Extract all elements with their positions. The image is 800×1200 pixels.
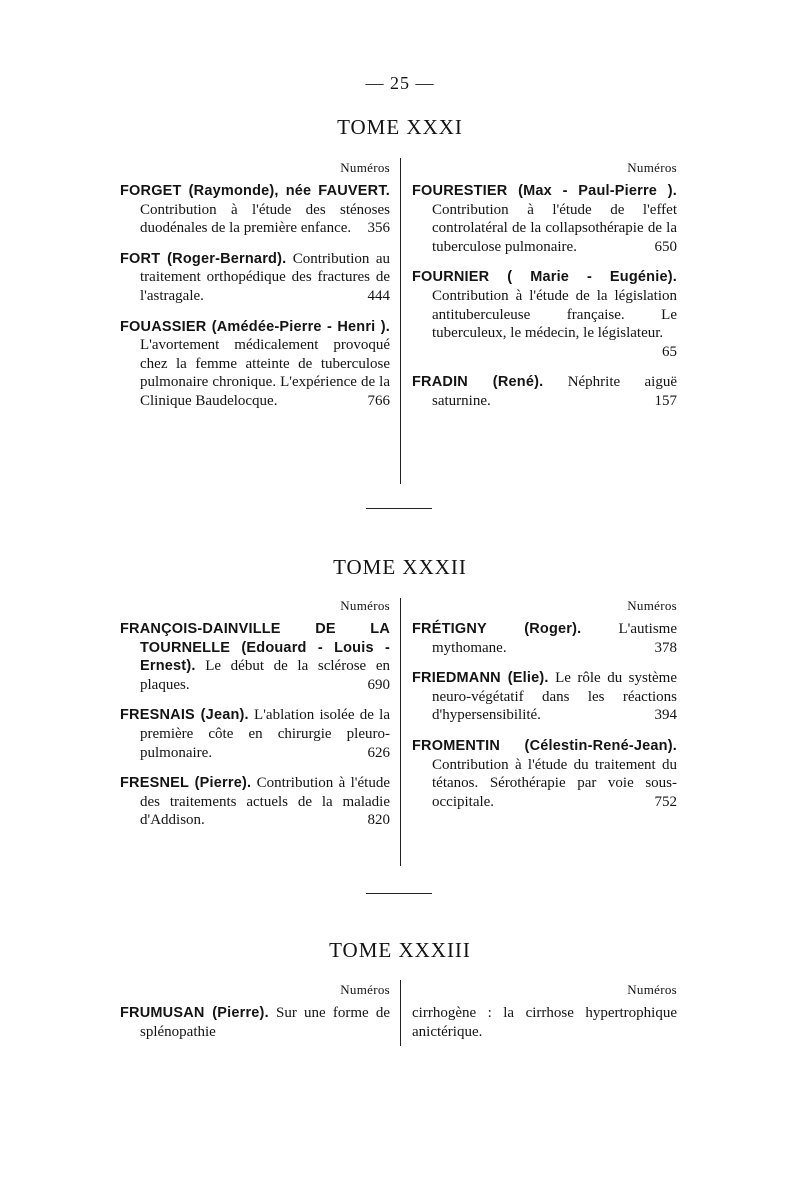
index-entry — [120, 620, 390, 694]
thesis-title: cirrhogène : la cirrhose hypertrophique anictérique. — [412, 1005, 677, 1040]
author-name: FOUASSIER (Amédée-Pierre - Henri ). — [120, 318, 390, 335]
left-column — [120, 982, 390, 1053]
numeros-header: Numéros — [627, 160, 677, 175]
index-entry — [120, 250, 390, 306]
thesis-title: Néphrite aiguë saturnine. — [432, 374, 677, 409]
numeros-header: Numéros — [627, 598, 677, 613]
thesis-title: Contribution à l'étude des traitements actuels de la maladie d'Addison. — [140, 775, 390, 829]
author-name: FOURESTIER (Max - Paul-Pierre ). — [412, 183, 677, 199]
tome-title: TOME XXXI — [337, 115, 463, 139]
index-entry — [120, 182, 390, 238]
thesis-title: Contribution à l'étude de l'effet controlatéral de la collapsothérapie de la tuberculose pulmonaire. — [432, 201, 677, 255]
left-column — [120, 160, 390, 423]
index-entry — [412, 737, 677, 811]
thesis-title: Contribution à l'étude des sténoses duodénales de la première enfance. — [140, 201, 390, 237]
author-name: FRESNAIS (Jean). — [120, 707, 249, 724]
thesis-number: 752 — [654, 793, 677, 810]
thesis-number: 690 — [367, 676, 390, 693]
numeros-header: Numéros — [340, 598, 390, 613]
author-name: FORT (Roger-Bernard). — [120, 250, 287, 267]
index-entry — [412, 620, 677, 657]
tome-title: TOME XXXII — [333, 555, 467, 579]
thesis-number: 444 — [367, 287, 390, 304]
thesis-title: Le rôle du système neuro-végétatif dans les réactions d'hypersensibilité. — [432, 670, 677, 724]
column-divider — [400, 980, 401, 1046]
index-entry — [412, 373, 677, 410]
right-column — [412, 598, 677, 823]
thesis-title: Contribution au traitement orthopédique des fractures de l'astragale. — [140, 250, 390, 304]
column-divider — [400, 158, 401, 484]
index-entry — [120, 774, 390, 830]
numeros-header: Numéros — [340, 160, 390, 175]
section-tome-32 — [0, 555, 800, 580]
tome-title: TOME XXXIII — [329, 938, 471, 962]
thesis-number: 157 — [654, 392, 677, 409]
thesis-number: 378 — [654, 639, 677, 656]
thesis-title: Sur une forme de splénopathie — [140, 1005, 390, 1040]
author-name: FRUMUSAN (Pierre). — [120, 1005, 269, 1021]
index-entry — [120, 318, 390, 411]
author-name: FROMENTIN (Célestin-René-Jean). — [412, 737, 677, 754]
index-entry — [412, 268, 677, 361]
thesis-title: L'ablation isolée de la première côte en chirurgie pleuro-pulmonaire. — [140, 707, 391, 761]
thesis-title: L'avortement médicalement provoqué chez la femme atteinte de tuberculose pulmonaire chronique. L'expérience de la Clinique Baudelocque. — [140, 337, 390, 409]
author-name: FRESNEL (Pierre). — [120, 775, 252, 792]
author-name: FRADIN (René). — [412, 374, 544, 391]
thesis-number: 820 — [367, 812, 390, 829]
thesis-title: Contribution à l'étude de la législation antituberculeuse française. Le tuberculeux, le médecin, le législateur. — [432, 287, 677, 342]
section-tome-33 — [0, 938, 800, 963]
left-column — [120, 598, 390, 842]
thesis-title: Contribution à l'étude du traitement du tétanos. Sérothérapie par voie sous-occipitale. — [432, 756, 677, 810]
thesis-number: 766 — [367, 392, 390, 409]
author-name: FORGET (Raymonde), née FAUVERT. — [120, 183, 390, 199]
author-name: FRÉTIGNY (Roger). — [412, 621, 582, 637]
thesis-number: 356 — [367, 220, 390, 237]
index-entry — [120, 706, 390, 762]
thesis-number: 650 — [654, 238, 677, 255]
thesis-number: 65 — [662, 343, 677, 360]
numeros-header: Numéros — [627, 982, 677, 997]
section-separator — [366, 893, 432, 894]
section-tome-31 — [0, 115, 800, 140]
page-number: — 25 — — [365, 73, 435, 93]
column-divider — [400, 598, 401, 866]
index-entry — [412, 669, 677, 725]
thesis-title: L'autisme mythomane. — [432, 621, 677, 656]
author-name: FOURNIER ( Marie - Eugénie). — [412, 269, 677, 286]
index-entry — [120, 1004, 390, 1041]
section-separator — [366, 508, 432, 509]
index-entry-continuation — [412, 1004, 677, 1041]
thesis-number: 626 — [367, 744, 390, 761]
right-column — [412, 982, 677, 1053]
right-column — [412, 160, 677, 423]
author-name: FRANÇOIS-DAINVILLE DE LA TOURNELLE (Edouard - Louis - Ernest). — [120, 621, 390, 675]
index-entry — [412, 182, 677, 256]
author-name: FRIEDMANN (Elie). — [412, 670, 549, 687]
thesis-title: Le début de la sclérose en plaques. — [140, 658, 390, 693]
numeros-header: Numéros — [340, 982, 390, 997]
thesis-number: 394 — [654, 707, 677, 724]
